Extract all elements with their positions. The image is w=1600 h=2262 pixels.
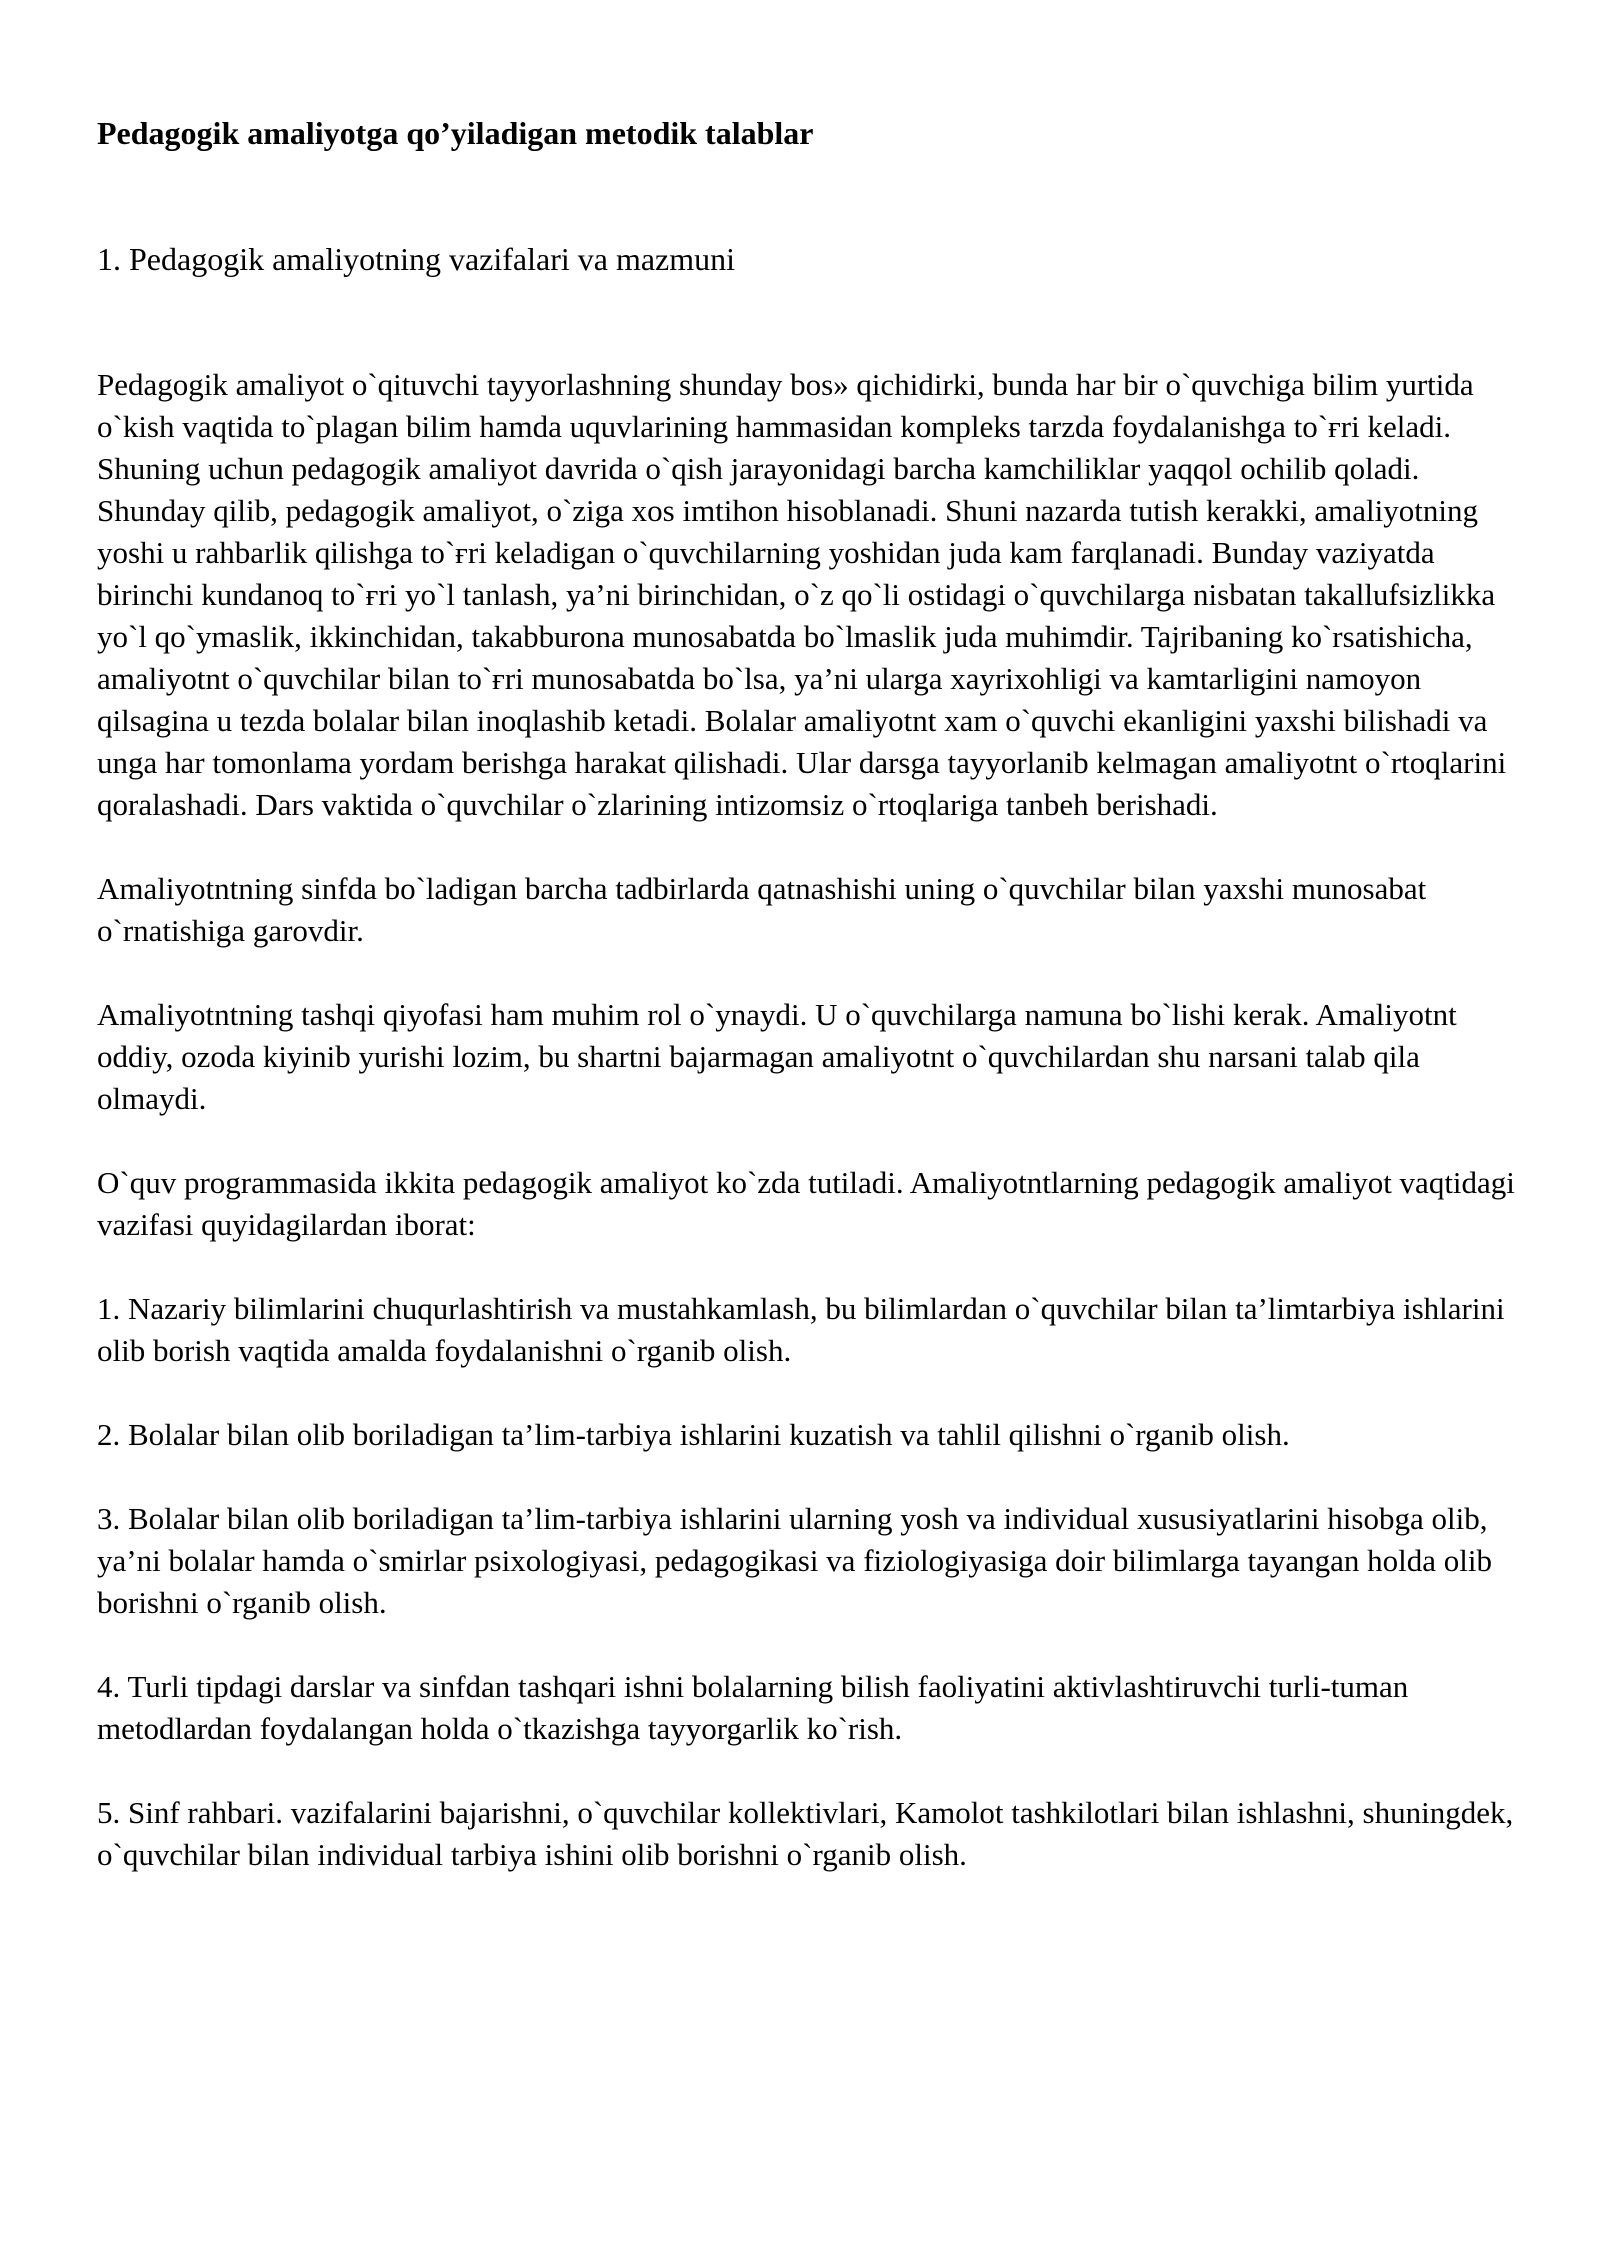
paragraph-program: O`quv programmasida ikkita pedagogik amaliyot ko`zda tutiladi. Amaliyotntlarning pedagogik amaliyot vaqtidagi vazifasi quyidagilardan iborat:: [97, 1165, 1515, 1242]
list-item-4: 4. Turli tipdagi darslar va sinfdan tashqari ishni bolalarning bilish faoliyatini aktivlashtiruvchi turli-tuman metodlardan foydalangan holda o`tkazishga tayyorgarlik ko`rish.: [97, 1669, 1409, 1746]
paragraph-participation: Amaliyotntning sinfda bo`ladigan barcha tadbirlarda qatnashishi uning o`quvchilar bilan yaxshi munosabat o`rnatishiga garovdir.: [97, 871, 1427, 948]
paragraph-appearance: Amaliyotntning tashqi qiyofasi ham muhim rol o`ynaydi. U o`quvchilarga namuna bo`lishi kerak. Amaliyotnt oddiy, ozoda kiyinib yurishi lozim, bu shartni bajarmagan amaliyotnt o`quvchilardan shu narsani talab qila olmaydi.: [97, 997, 1457, 1116]
list-item-1: 1. Nazariy bilimlarini chuqurlashtirish va mustahkamlash, bu bilimlardan o`quvchilar bilan ta’limtarbiya ishlarini olib borish vaqtida amalda foydalanishni o`rganib olish.: [97, 1291, 1505, 1368]
paragraph-intro: Pedagogik amaliyot o`qituvchi tayyorlashning shunday bos» qichidirki, bunda har bir o`quvchiga bilim yurtida o`kish vaqtida to`plagan bilim hamda uquvlarining hammasidan kompleks tarzda foydalanishga to`ғri keladi. Shuning uchun pedagogik amaliyot davrida o`qish jarayonidagi barcha kamchiliklar yaqqol ochilib qoladi. Shunday qilib, pedagogik amaliyot, o`ziga xos imtihon hisoblanadi. Shuni nazarda tutish kerakki, amaliyotning yoshi u rahbarlik qilishga to`ғri keladigan o`quvchilarning yoshidan juda kam farqlanadi. Bunday vaziyatda birinchi kundanoq to`ғri yo`l tanlash, ya’ni birinchidan, o`z qo`li ostidagi o`quvchilarga nisbatan takallufsizlikka yo`l qo`ymaslik, ikkinchidan, takabburona munosabatda bo`lmaslik juda muhimdir. Tajribaning ko`rsatishicha, amaliyotnt o`quvchilar bilan to`ғri munosabatda bo`lsa, ya’ni ularga xayrixohligi va kamtarligini namoyon qilsagina u tezda bolalar bilan inoqlashib ketadi. Bolalar amaliyotnt xam o`quvchi ekanligini yaxshi bilishadi va unga har tomonlama yordam berishga harakat qilishadi. Ular darsga tayyorlanib kelmagan amaliyotnt o`rtoqlarini qoralashadi. Dars vaktida o`quvchilar o`zlarining intizomsiz o`rtoqlariga tanbeh berishadi.: [97, 367, 1507, 822]
list-item-5: 5. Sinf rahbari. vazifalarini bajarishni, o`quvchilar kollektivlari, Kamolot tashkilotlari bilan ishlashni, shuningdek, o`quvchilar bilan individual tarbiya ishini olib borishni o`rganib olish.: [97, 1795, 1514, 1872]
section-heading: 1. Pedagogik amaliyotning vazifalari va mazmuni: [97, 241, 736, 277]
document-title: Pedagogik amaliyotga qo’yiladigan metodik talablar: [97, 115, 814, 151]
list-item-2: 2. Bolalar bilan olib boriladigan ta’lim-tarbiya ishlarini kuzatish va tahlil qilishni o`rganib olish.: [97, 1417, 1290, 1452]
document-content: [97, 112, 1517, 1876]
list-item-3: 3. Bolalar bilan olib boriladigan ta’lim-tarbiya ishlarini ularning yosh va individual xususiyatlarini hisobga olib, ya’ni bolalar hamda o`smirlar psixologiyasi, pedagogikasi va fiziologiyasiga doir bilimlarga tayangan holda olib borishni o`rganib olish.: [97, 1501, 1492, 1620]
